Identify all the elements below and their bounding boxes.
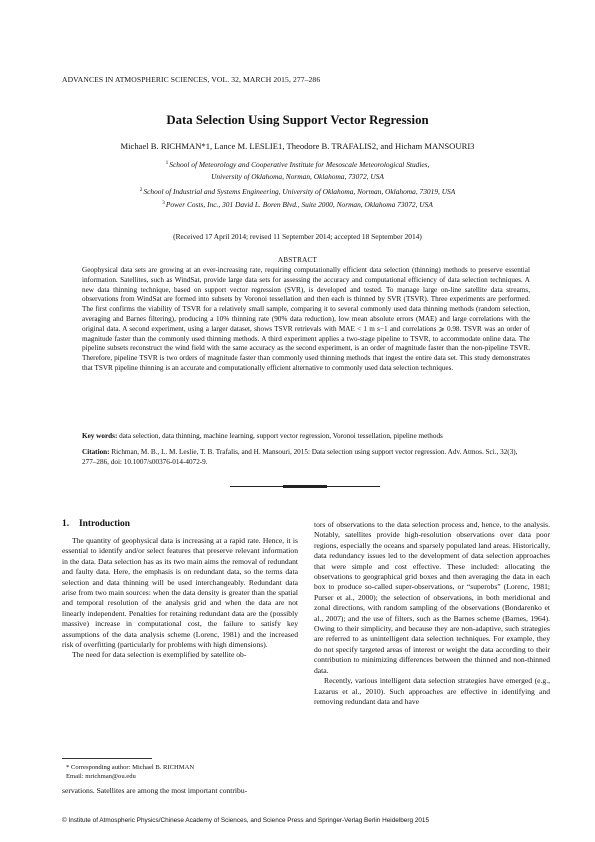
keywords (82, 432, 530, 442)
section-heading (62, 519, 140, 529)
right-column (314, 520, 550, 707)
paper-title: Data Selection Using Support Vector Regression (166, 113, 429, 127)
affiliation-text: University of Oklahoma, Norman, Oklahoma, 73072, USA (211, 172, 384, 181)
paragraph: The quantity of geophysical data is increasing at a rapid rate. Hence, it is essential to identify and/or select features that preserve relevant information in the data. Data selection has as its two main aims the removal of redundant and faulty data. Here, the emphasis is on redundant data, so the terms data selection and data thinning will be used interchangeably. Redundant data arise from two main sources: when the data density is greater than the spatial and temporal resolution of the analysis grid and when the data are not linearly independent. Penalties for retaining redundant data are the (possibly massive) increase in computational cost, the failure to satisfy key assumptions of the data analysis scheme (Lorenc, 1981) and the increased risk of overfitting (particularly for problems with high dimensions). (62, 536, 298, 650)
footnote-author: * Corresponding author: Michael B. RICHMAN (66, 764, 195, 771)
section-divider-bold (283, 485, 327, 488)
submission-dates: (Received 17 April 2014; revised 11 September 2014; accepted 18 September 2014) (173, 232, 422, 241)
copyright-line: © Institute of Atmospheric Physics/Chinese Academy of Sciences, and Science Press and Springer-Verlag Berlin Heidelberg 2015 (62, 817, 430, 824)
affiliation-text: School of Industrial and Systems Engineering, University of Oklahoma, Norman, Oklahoma, 73019, USA (143, 187, 456, 196)
journal-header: ADVANCES IN ATMOSPHERIC SCIENCES, VOL. 32, MARCH 2015, 277–286 (62, 75, 321, 84)
affiliation-mark: 1 (165, 160, 169, 167)
affiliation-1 (0, 160, 595, 169)
affiliation-1-cont (0, 172, 595, 181)
abstract-heading: ABSTRACT (277, 256, 318, 264)
section-title: Introduction (79, 519, 130, 529)
paragraph: Recently, various intelligent data selection strategies have emerged (e.g., Lazarus et al., 2010). Such approaches are effective in identifying and removing redundant data and have (314, 676, 550, 706)
section-number: 1. (62, 519, 70, 529)
citation-text: Richman, M. B., L. M. Leslie, T. B. Trafalis, and H. Mansouri, 2015: Data selection using support vector regression. Adv. Atmos. Sci., 32(3), 277–286, doi: 10.1007/s00376-014-4072-9. (82, 448, 518, 466)
left-column-tail: servations. Satellites are among the most important contribu- (62, 786, 248, 795)
affiliation-3 (0, 200, 595, 209)
left-column (62, 536, 298, 661)
paragraph: tors of observations to the data selection process and, hence, to the analysis. Notably, satellites provide high-resolution observations over data poor regions, especially the oceans and sparsely populated land areas. Historically, data redundancy issues led to the development of data selection approaches that were simple and cost effective. These included: allocating the observations to geographical grid boxes and then averaging the data in each box to produce so-called super-observations, or “superobs” (Lorenc, 1981; Purser et al., 2000); the selection of observations, in both meridional and zonal directions, with random sampling of the observations (Bondarenko et al., 2007); and the use of filters, such as the Barnes scheme (Barnes, 1964). Owing to their simplicity, and because they are non-adaptive, such strategies are referred to as unintelligent data selection techniques. For example, they do not specify targeted areas of interest or weight the data according to their contribution to minimizing differences between the thinned and non-thinned data. (314, 520, 550, 675)
author-list: Michael B. RICHMAN*1, Lance M. LESLIE1, Theodore B. TRAFALIS2, and Hicham MANSOURI3 (120, 141, 475, 151)
affiliation-mark: 3 (162, 200, 165, 207)
footnote-rule (62, 758, 152, 759)
keywords-text: data selection, data thinning, machine learning, support vector regression, Voronoi tessellation, pipeline methods (119, 432, 443, 440)
citation-label: Citation: (82, 448, 110, 456)
footnote (62, 763, 298, 782)
footnote-email: Email: mrichman@ou.edu (66, 773, 136, 781)
affiliation-text: Power Costs, Inc., 301 David L. Boren Blvd., Suite 2000, Norman, Oklahoma 73072, USA (165, 200, 433, 209)
citation (82, 448, 530, 468)
affiliation-text: School of Meteorology and Cooperative Institute for Mesoscale Meteorological Studies, (169, 160, 430, 169)
affiliation-mark: 2 (139, 187, 143, 194)
abstract-text: Geophysical data sets are growing at an ever-increasing rate, requiring computationally efficient data selection (thinning) methods to preserve essential information. Satellites, such as WindSat, provide large data sets for assessing the accuracy and computational efficiency of data selection techniques. A new data thinning technique, based on support vector regression (SVR), is developed and tested. To manage large on-line satellite data streams, observations from WindSat are formed into subsets by Voronoi tessellation and then each is thinned by SVR (TSVR). Three experiments are performed. The first confirms the viability of TSVR for a relatively small sample, comparing it to several commonly used data thinning methods (random selection, averaging and Barnes filtering), producing a 10% thinning rate (90% data reduction), low mean absolute errors (MAE) and large correlations with the original data. A second experiment, using a larger dataset, shows TSVR retrievals with MAE < 1 m s−1 and correlations ⩾ 0.98. TSVR was an order of magnitude faster than the commonly used thinning methods. A third experiment applies a two-stage pipeline to TSVR, to accommodate online data. The pipeline subsets reconstruct the wind field with the same accuracy as the second experiment, is an order of magnitude faster than the non-pipeline TSVR. Therefore, pipeline TSVR is two orders of magnitude faster than commonly used thinning methods that ingest the entire data set. This study demonstrates that TSVR pipeline thinning is an accurate and computationally efficient alternative to commonly used data selection techniques. (82, 266, 530, 372)
keywords-label: Key words: (82, 432, 118, 440)
paragraph: The need for data selection is exemplified by satellite ob- (72, 650, 247, 660)
affiliation-2 (0, 187, 595, 196)
